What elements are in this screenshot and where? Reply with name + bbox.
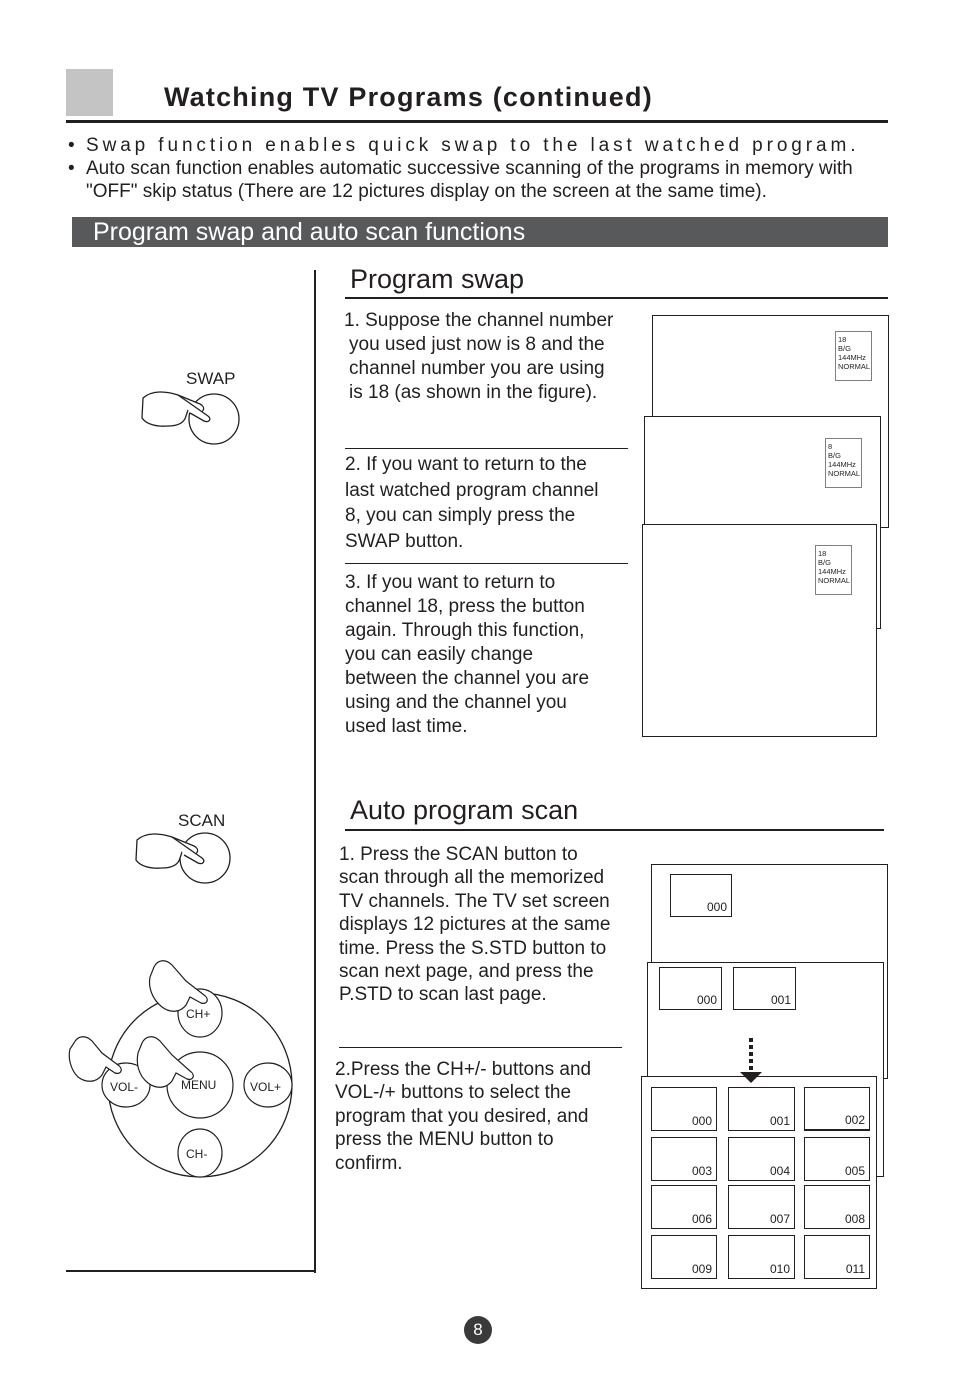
swap-button-press-icon [138, 386, 244, 448]
vol-up-label: VOL+ [250, 1080, 282, 1094]
text-line: 2.Press the CH+/- buttons and [335, 1059, 592, 1080]
text-line: you used just now is 8 and the [349, 334, 605, 355]
swap-step-3 [345, 571, 589, 739]
text-line: again. Through this function, [345, 620, 585, 641]
step-divider [345, 448, 628, 449]
text-line: 1. Suppose the channel number [344, 310, 614, 331]
channel-thumbnail [659, 967, 722, 1010]
vol-down-label: VOL- [110, 1080, 139, 1094]
channel-thumbnail [651, 1235, 717, 1279]
channel-thumbnail [804, 1087, 870, 1131]
swap-step-2 [345, 452, 598, 554]
ch-up-label: CH+ [186, 1007, 211, 1021]
bullet-item [66, 134, 888, 157]
channel-thumbnail [670, 874, 732, 917]
down-arrow-icon [738, 1036, 764, 1084]
thumbnail-number: 004 [769, 1164, 790, 1178]
bullet-dot: • [68, 135, 79, 156]
text-line: 1. Press the SCAN button to [339, 844, 578, 865]
swap-button-label: SWAP [186, 369, 236, 388]
page-title: Watching TV Programs (continued) [164, 82, 653, 112]
text-line: scan next page, and press the [339, 961, 594, 983]
thumbnail-number: 000 [691, 1114, 712, 1128]
text-line: displays 12 pictures at the same [339, 914, 611, 936]
scan-step-1 [339, 843, 610, 1007]
channel-thumbnail [651, 1087, 717, 1131]
header-gray-box [66, 69, 113, 116]
thumbnail-number: 000 [706, 900, 727, 914]
thumbnail-number: 005 [844, 1164, 865, 1178]
text-line: TV channels. The TV set screen [339, 890, 610, 912]
text-line: press the MENU button to [335, 1129, 554, 1151]
text-line: time. Press the S.STD button to [339, 937, 607, 959]
scan-button-press-icon [132, 828, 238, 888]
text-line: 3. If you want to return to [345, 572, 556, 593]
text-line: 2. If you want to return to the [345, 454, 587, 475]
text-line: used last time. [345, 716, 468, 737]
thumbnail-number: 001 [770, 993, 791, 1007]
channel-osd: 18 B/G 144MHz NORMAL [835, 331, 872, 381]
channel-thumbnail [804, 1235, 870, 1279]
text-line: 8, you can simply press the [345, 505, 576, 526]
thumbnail-number: 009 [691, 1262, 712, 1276]
text-line: you can easily change [345, 644, 534, 665]
scan-screen-grid [641, 1076, 877, 1289]
bullet-text: Swap function enables quick swap to the last watched program. [86, 135, 860, 156]
ch-down-label: CH- [186, 1147, 208, 1161]
channel-thumbnail [651, 1137, 717, 1181]
text-line: scan through all the memorized [339, 867, 605, 889]
text-line: program that you desired, and [335, 1105, 589, 1127]
channel-thumbnail [651, 1185, 717, 1229]
thumbnail-number: 001 [769, 1114, 790, 1128]
thumbnail-number: 007 [769, 1212, 790, 1226]
page-number: 8 [464, 1316, 492, 1344]
bullet-text: Auto scan function enables automatic successive scanning of the programs in memory with "OFF" skip status (There are 12 pictures display on the screen at the same time). [86, 158, 853, 202]
text-line: channel 18, press the button [345, 596, 585, 617]
section-title: Program swap and auto scan functions [93, 218, 526, 246]
menu-label: MENU [181, 1078, 217, 1092]
program-swap-rule [345, 297, 888, 299]
auto-scan-rule [345, 829, 884, 831]
bullet-item [66, 157, 888, 203]
thumbnail-number: 002 [844, 1113, 865, 1127]
text-line: confirm. [335, 1152, 403, 1174]
thumbnail-number: 011 [845, 1262, 865, 1276]
text-line: using and the channel you [345, 692, 567, 713]
channel-thumbnail [804, 1185, 870, 1229]
thumbnail-number: 000 [696, 993, 717, 1007]
bullet-dot: • [68, 158, 75, 179]
section-header-band [72, 217, 888, 247]
text-line: last watched program channel [345, 479, 599, 501]
text-line: SWAP button. [345, 530, 464, 552]
channel-thumbnail [804, 1137, 870, 1181]
thumbnail-number: 006 [691, 1212, 712, 1226]
thumbnail-number: 003 [691, 1164, 712, 1178]
step-divider [339, 1047, 622, 1048]
channel-thumbnail [728, 1137, 795, 1181]
channel-thumbnail [733, 967, 796, 1010]
auto-scan-title: Auto program scan [350, 795, 579, 825]
step-divider [345, 563, 628, 564]
thumbnail-number: 008 [844, 1212, 865, 1226]
text-line: VOL-/+ buttons to select the [335, 1082, 572, 1104]
channel-osd: 18 B/G 144MHz NORMAL [815, 545, 852, 595]
text-line: channel number you are using [349, 358, 605, 379]
scan-button-label: SCAN [178, 811, 226, 830]
header-rule [66, 120, 888, 123]
program-swap-title: Program swap [350, 264, 525, 294]
channel-thumbnail [728, 1087, 795, 1131]
column-bottom-rule [66, 1270, 316, 1272]
thumbnail-number: 010 [769, 1262, 790, 1276]
channel-osd: 8 B/G 144MHz NORMAL [825, 438, 862, 488]
swap-step-1 [344, 309, 613, 405]
intro-bullets [66, 134, 888, 203]
column-divider [314, 270, 316, 1273]
scan-step-2 [335, 1058, 591, 1175]
tv-screen-channel-18-return [642, 524, 877, 737]
text-line: between the channel you are [345, 668, 590, 689]
text-line: P.STD to scan last page. [339, 984, 547, 1006]
channel-thumbnail [728, 1235, 795, 1279]
text-line: is 18 (as shown in the figure). [349, 382, 598, 403]
remote-navigation-pad [66, 955, 302, 1187]
channel-thumbnail [728, 1185, 795, 1229]
